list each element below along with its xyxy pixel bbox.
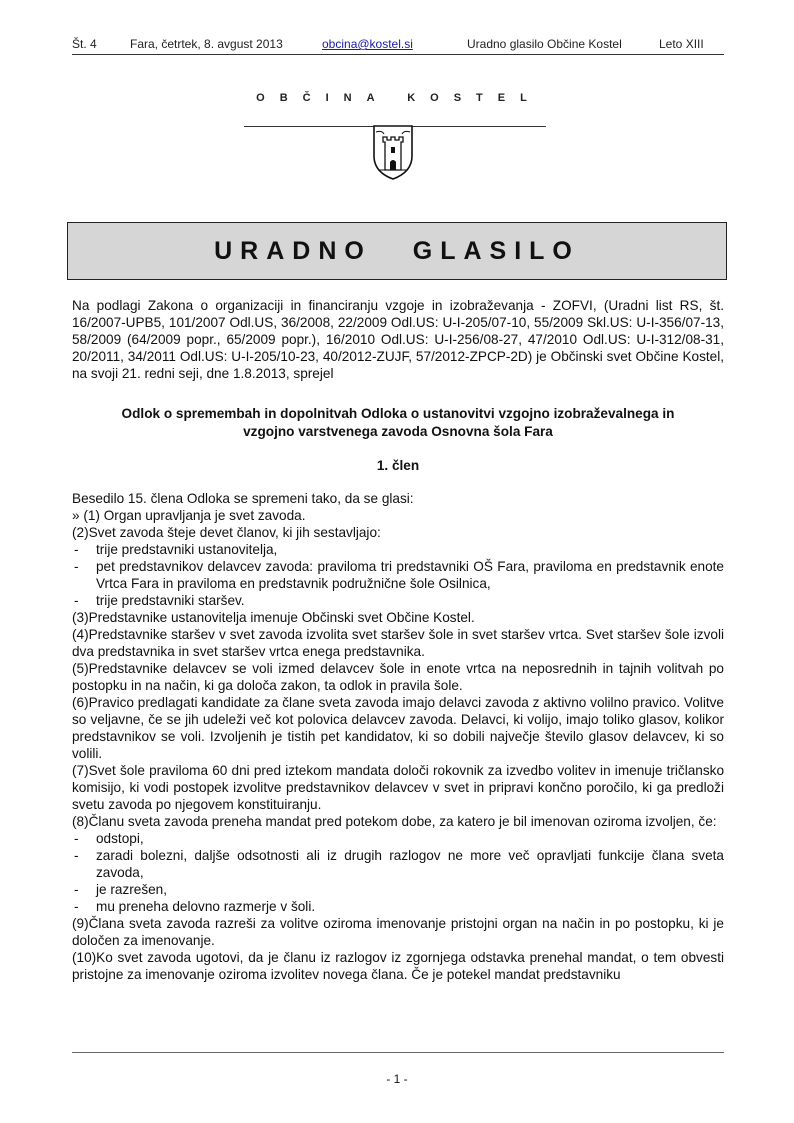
issue-number: Št. 4 — [72, 37, 97, 51]
email-link[interactable]: obcina@kostel.si — [322, 37, 413, 51]
list-item: - trije predstavniki staršev. — [72, 592, 724, 609]
publication-year: Leto XIII — [659, 37, 704, 51]
council-composition-list — [72, 541, 724, 609]
issue-date: Fara, četrtek, 8. avgust 2013 — [130, 37, 283, 51]
masthead — [244, 92, 546, 104]
list-item: - trije predstavniki ustanovitelja, — [72, 541, 724, 558]
list-item: - odstopi, — [72, 830, 724, 847]
decree-title — [72, 405, 724, 441]
paragraph-8: (8)Članu sveta zavoda preneha mandat pred potekom dobe, za katero je bil imenovan oziroma izvoljen, če: — [72, 814, 717, 829]
running-header — [72, 37, 724, 55]
paragraph-9: (9)Člana sveta zavoda razreši za volitve oziroma imenovanje pristojni organ na način in po postopku, ki je določen za imenovanje. — [72, 916, 724, 948]
article-body — [72, 490, 724, 983]
paragraph-4: (4)Predstavnike staršev v svet zavoda izvolita svet staršev šole in svet staršev vrtca. Svet staršev šole izvoli dva predstavnika in svet staršev vrtca enega predstavnika. — [72, 627, 724, 659]
paragraph-6: (6)Pravico predlagati kandidate za člane sveta zavoda imajo delavci zavoda z aktivno volilno pravico. Volitve so veljavne, če se jih udeleži več kot polovica delavcev zavoda. Delavci, ki volijo, imajo toliko glasov, kolikor predstavnikov se voli. Izvoljenih je tistih pet kandidatov, ki so dobili največje število glasov delavcev, ki so volili. — [72, 695, 724, 761]
municipal-crest-tower-icon — [370, 122, 416, 182]
legal-basis-paragraph: Na podlagi Zakona o organizaciji in financiranju vzgoje in izobraževanja - ZOFVI, (Uradni list RS, št. 16/2007-UPB5, 101/2007 Odl.US, 36/2008, 22/2009 Odl.US: U-I-205/07-10, 55/2009 Skl.US: U-I-356/07-13, 58/2009 (64/2009 popr., 65/2009 popr.), 16/2010 Odl.US: U-I-256/08-27, 47/2010 Odl.US: U-I-312/08-31, 20/2011, 34/2011 Odl.US: U-I-205/10-23, 40/2012-ZUJF, 57/2012-ZPCP-2D) je Občinski svet Občine Kostel, na svoji 21. redni seji, dne 1.8.2013, sprejel — [72, 298, 724, 381]
paragraph-1: » (1) Organ upravljanja je svet zavoda. — [72, 508, 306, 523]
paragraph-2: (2)Svet zavoda šteje devet članov, ki jih sestavljajo: — [72, 525, 381, 540]
paragraph-3: (3)Predstavnike ustanovitelja imenuje Občinski svet Občine Kostel. — [72, 610, 475, 625]
list-item: - je razrešen, — [72, 881, 724, 898]
title-banner — [67, 222, 727, 280]
paragraph-5: (5)Predstavnike delavcev se voli izmed delavcev šole in enote vrtca na neposrednih in tajnih volitvah po postopku in na način, ki ga določa zakon, ta odlok in pravila šole. — [72, 661, 724, 693]
paragraph-10: (10)Ko svet zavoda ugotovi, da je članu iz razlogov iz zgornjega odstavka prenehal mandat, o tem obvesti pristojne za imenovanje oziroma izvolitev novega člana. Če je potekel mandat predstavniku — [72, 950, 724, 982]
decree-title-line-1: Odlok o spremembah in dopolnitvah Odloka o ustanovitvi vzgojno izobraževalnega in — [121, 406, 675, 421]
footer-divider — [72, 1052, 724, 1053]
article-intro: Besedilo 15. člena Odloka se spremeni tako, da se glasi: — [72, 491, 414, 506]
list-item: - pet predstavnikov delavcev zavoda: praviloma tri predstavniki OŠ Fara, praviloma en predstavnik enote Vrtca Fara in praviloma en predstavnik podružnične šole Osilnica, — [72, 558, 724, 592]
paragraph-7: (7)Svet šole praviloma 60 dni pred iztekom mandata določi rokovnik za izvedbo volitev in imenuje tričlansko komisijo, ki vodi postopek izvolitve predstavnikov delavcev v svet in pripravi končno poročilo, ki ga predloži svetu zavoda po njegovem konstituiranju. — [72, 763, 724, 812]
publication-name: Uradno glasilo Občine Kostel — [467, 37, 622, 51]
municipality-name: OBČINA KOSTEL — [256, 92, 542, 104]
page-number: - 1 - — [386, 1072, 408, 1086]
article-heading: 1. člen — [376, 458, 420, 473]
header-divider — [72, 54, 724, 55]
mandate-termination-list — [72, 830, 724, 915]
list-item: - mu preneha delovno razmerje v šoli. — [72, 898, 724, 915]
decree-title-line-2: vzgojno varstvenega zavoda Osnovna šola Fara — [243, 424, 553, 439]
page-title: URADNO GLASILO — [214, 236, 580, 265]
list-item: - zaradi bolezni, daljše odsotnosti ali iz drugih razlogov ne more več opravljati funkcije člana sveta zavoda, — [72, 847, 724, 881]
